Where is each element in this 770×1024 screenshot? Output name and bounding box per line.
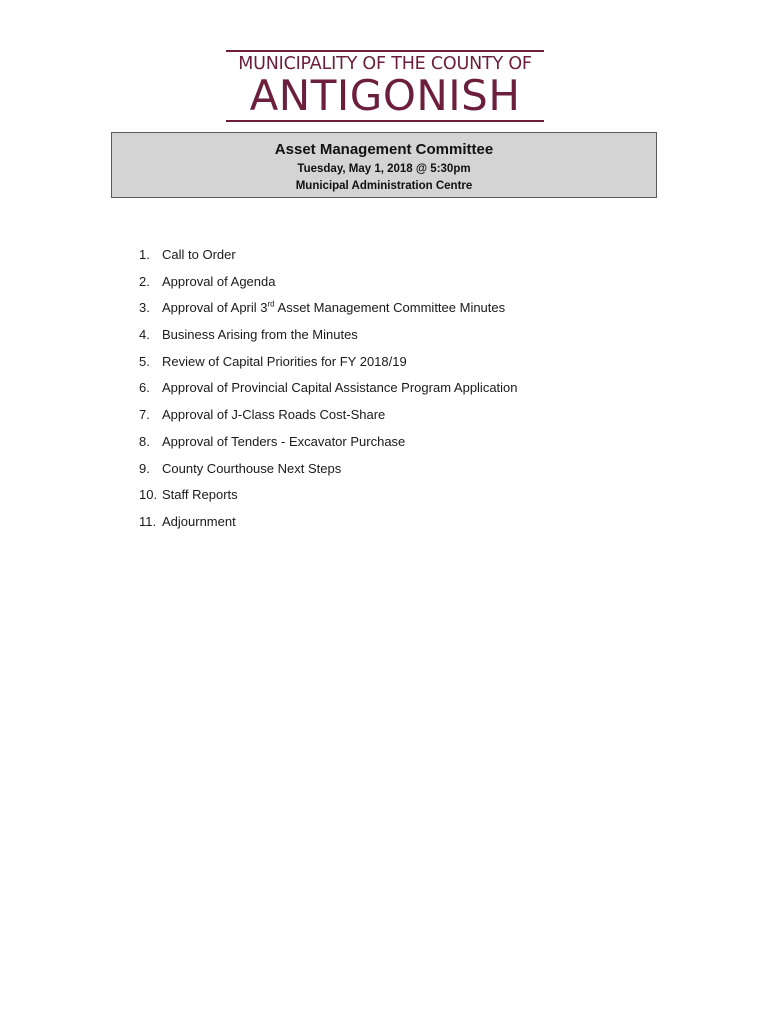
agenda-item-number: 9. xyxy=(139,460,150,476)
agenda-item-capital-assistance xyxy=(139,379,699,406)
agenda-item-text: Approval of Provincial Capital Assistance Program Application xyxy=(162,380,518,396)
agenda-item-number: 3. xyxy=(139,300,150,316)
agenda-item-text: Staff Reports xyxy=(162,487,238,503)
meeting-title: Asset Management Committee xyxy=(274,141,494,158)
agenda-item-number: 10. xyxy=(139,487,158,503)
logo-line-municipality: MUNICIPALITY OF THE COUNTY OF xyxy=(238,54,532,74)
agenda-item-number: 7. xyxy=(139,407,150,423)
agenda-item-number: 8. xyxy=(139,433,150,449)
agenda-item-excavator-tenders xyxy=(139,433,699,460)
meeting-date: Tuesday, May 1, 2018 @ 5:30pm xyxy=(297,163,471,175)
agenda-item-approval-of-minutes xyxy=(139,299,699,326)
agenda-list xyxy=(139,246,699,540)
agenda-item-text-after: Asset Management Committee Minutes xyxy=(274,300,506,316)
agenda-item-staff-reports xyxy=(139,486,699,513)
agenda-item-text-before: Approval of April 3 xyxy=(162,300,268,316)
agenda-item-text: Review of Capital Priorities for FY 2018/19 xyxy=(162,353,407,369)
agenda-item-text xyxy=(162,300,505,315)
agenda-item-number: 4. xyxy=(139,327,150,343)
agenda-item-text: Call to Order xyxy=(162,247,236,262)
agenda-item-number: 2. xyxy=(139,273,150,289)
agenda-item-capital-priorities xyxy=(139,353,699,380)
agenda-item-text: Business Arising from the Minutes xyxy=(162,327,358,343)
agenda-item-number: 1. xyxy=(139,247,150,262)
agenda-item-approval-of-agenda xyxy=(139,273,699,300)
ordinal-suffix: rd xyxy=(267,300,275,310)
agenda-item-text: County Courthouse Next Steps xyxy=(162,460,342,476)
logo-top-rule xyxy=(226,50,544,52)
agenda-item-text: Approval of Tenders - Excavator Purchase xyxy=(162,433,406,449)
meeting-header-box xyxy=(111,132,657,198)
agenda-item-text: Adjournment xyxy=(162,513,236,529)
agenda-item-business-arising xyxy=(139,326,699,353)
agenda-item-text: Approval of Agenda xyxy=(162,273,276,289)
municipality-logo xyxy=(226,50,544,122)
agenda-item-call-to-order xyxy=(139,246,699,273)
agenda-item-number: 11. xyxy=(139,513,157,529)
agenda-item-number: 6. xyxy=(139,380,150,396)
agenda-item-text: Approval of J-Class Roads Cost-Share xyxy=(162,407,386,423)
agenda-item-adjournment xyxy=(139,513,699,540)
logo-bottom-rule xyxy=(226,120,544,122)
agenda-item-number: 5. xyxy=(139,353,150,369)
agenda-item-courthouse xyxy=(139,460,699,487)
meeting-location: Municipal Administration Centre xyxy=(295,180,473,192)
agenda-item-j-class-roads xyxy=(139,406,699,433)
logo-line-antigonish: ANTIGONISH xyxy=(249,71,521,120)
